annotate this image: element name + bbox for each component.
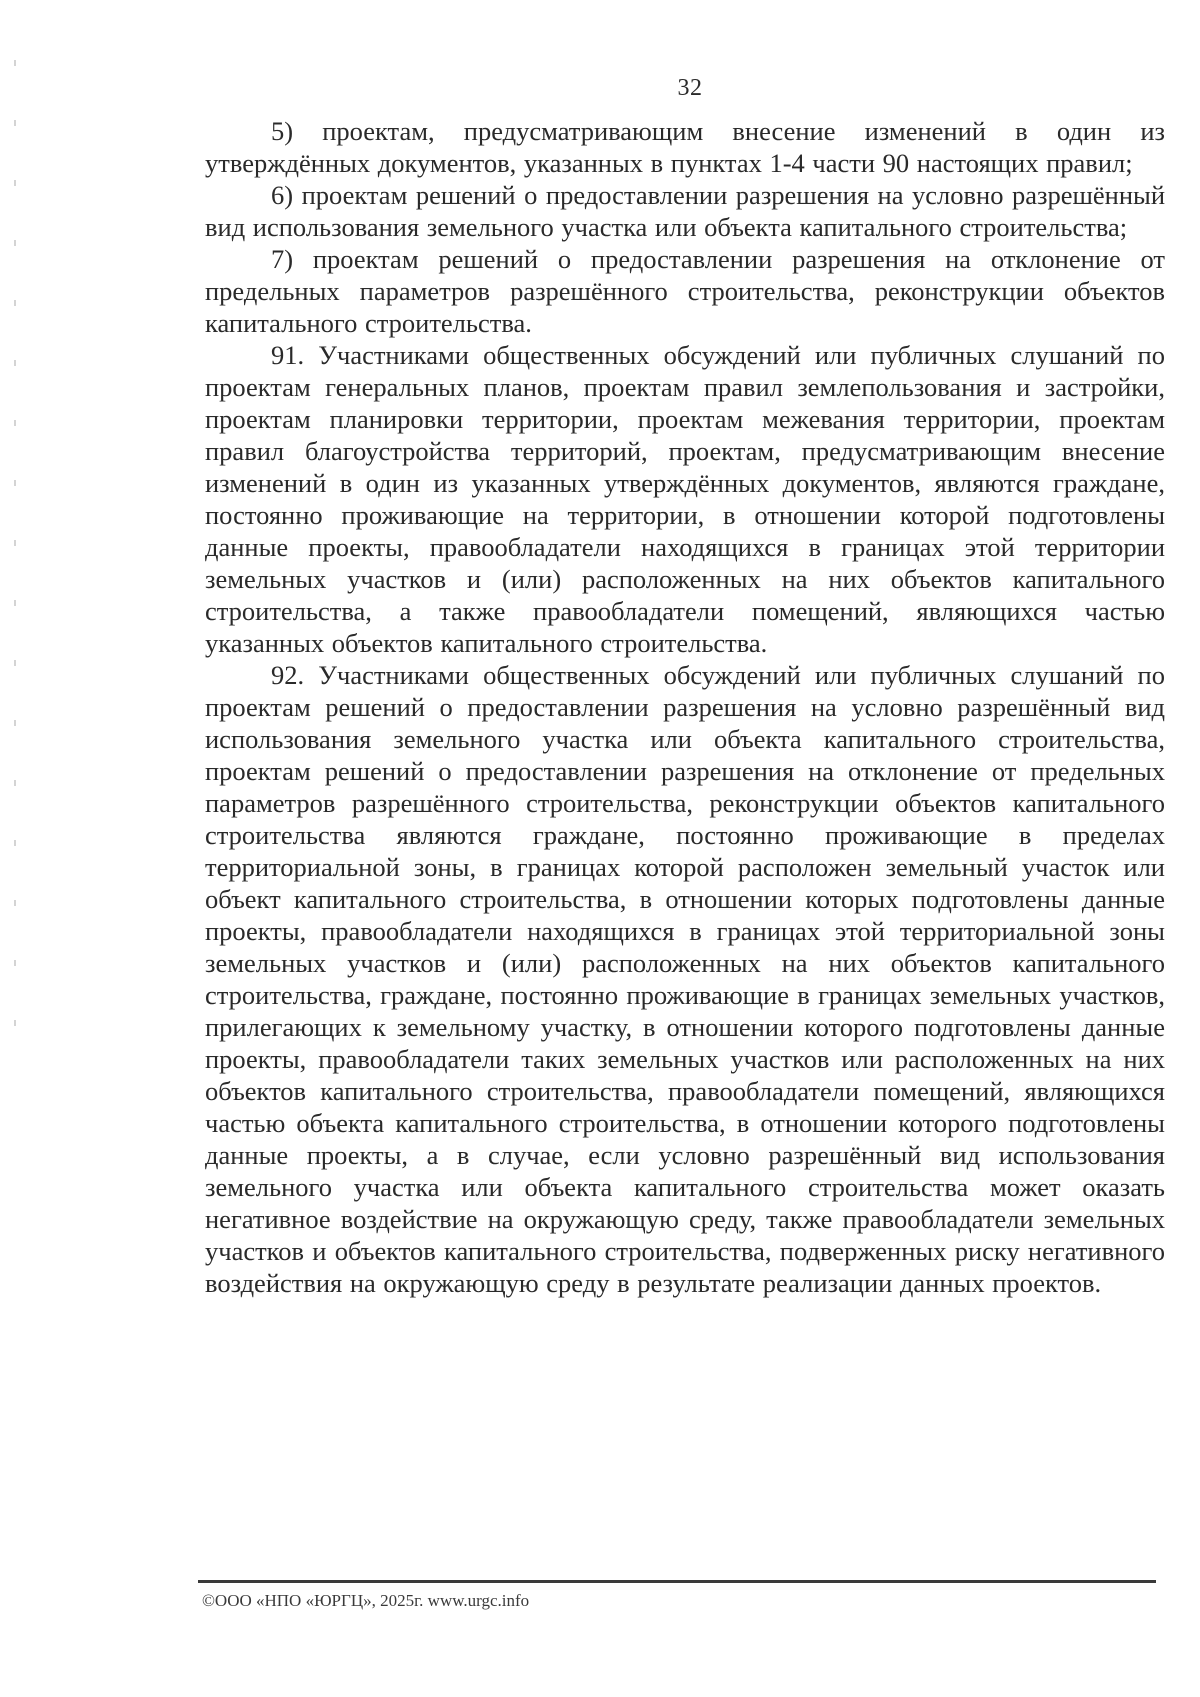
footer-copyright: ©ООО «НПО «ЮРГЦ», 2025г. www.urgc.info — [202, 1591, 530, 1610]
paragraph-item-6: 6) проектам решений о предоставлении разрешения на условно разрешённый вид использования земельного участка или объекта капитального строительства; — [205, 180, 1165, 242]
paragraph-92: 92. Участниками общественных обсуждений или публичных слушаний по проектам решений о предоставлении разрешения на условно разрешённый вид использования земельного участка или объекта капитального строительства, проектам решений о предоставлении разрешения на отклонение от предельных параметров разрешённого строительства, реконструкции объектов капитального строительства являются граждане, постоянно проживающие в пределах территориальной зоны, в границах которой расположен земельный участок или объект капитального строительства, в отношении которых подготовлены данные проекты, правообладатели находящихся в границах этой территориальной зоны земельных участков и (или) расположенных на них объектов капитального строительства, граждане, постоянно проживающие в границах земельных участков, прилегающих к земельному участку, в отношении которого подготовлены данные проекты, правообладатели таких земельных участков или расположенных на них объектов капитального строительства, правообладатели помещений, являющихся частью объекта капитального строительства, в отношении которого подготовлены данные проекты, а в случае, если условно разрешённый вид использования земельного участка или объекта капитального строительства может оказать негативное воздействие на окружающую среду, также правообладатели земельных участков и объектов капитального строительства, подверженных риску негативного воздействия на окружающую среду в результате реализации данных проектов. — [205, 660, 1165, 1298]
scan-margin-marks — [14, 60, 16, 1080]
page-number: 32 — [677, 75, 703, 101]
paragraph-91: 91. Участниками общественных обсуждений или публичных слушаний по проектам генеральных планов, проектам правил землепользования и застройки, проектам планировки территории, проектам межевания территории, проектам правил благоустройства территорий, проектам, предусматривающим внесение изменений в один из указанных утверждённых документов, являются граждане, постоянно проживающие на территории, в отношении которой подготовлены данные проекты, правообладатели находящихся в границах этой территории земельных участков и (или) расположенных на них объектов капитального строительства, а также правообладатели помещений, являющихся частью указанных объектов капитального строительства. — [205, 340, 1165, 658]
document-body — [205, 115, 1165, 1299]
paragraph-item-7: 7) проектам решений о предоставлении разрешения на отклонение от предельных параметров разрешённого строительства, реконструкции объектов капитального строительства. — [205, 244, 1165, 338]
paragraph-item-5: 5) проектам, предусматривающим внесение изменений в один из утверждённых документов, указанных в пунктах 1-4 части 90 настоящих правил; — [205, 116, 1165, 178]
footer-divider — [198, 1580, 1156, 1583]
